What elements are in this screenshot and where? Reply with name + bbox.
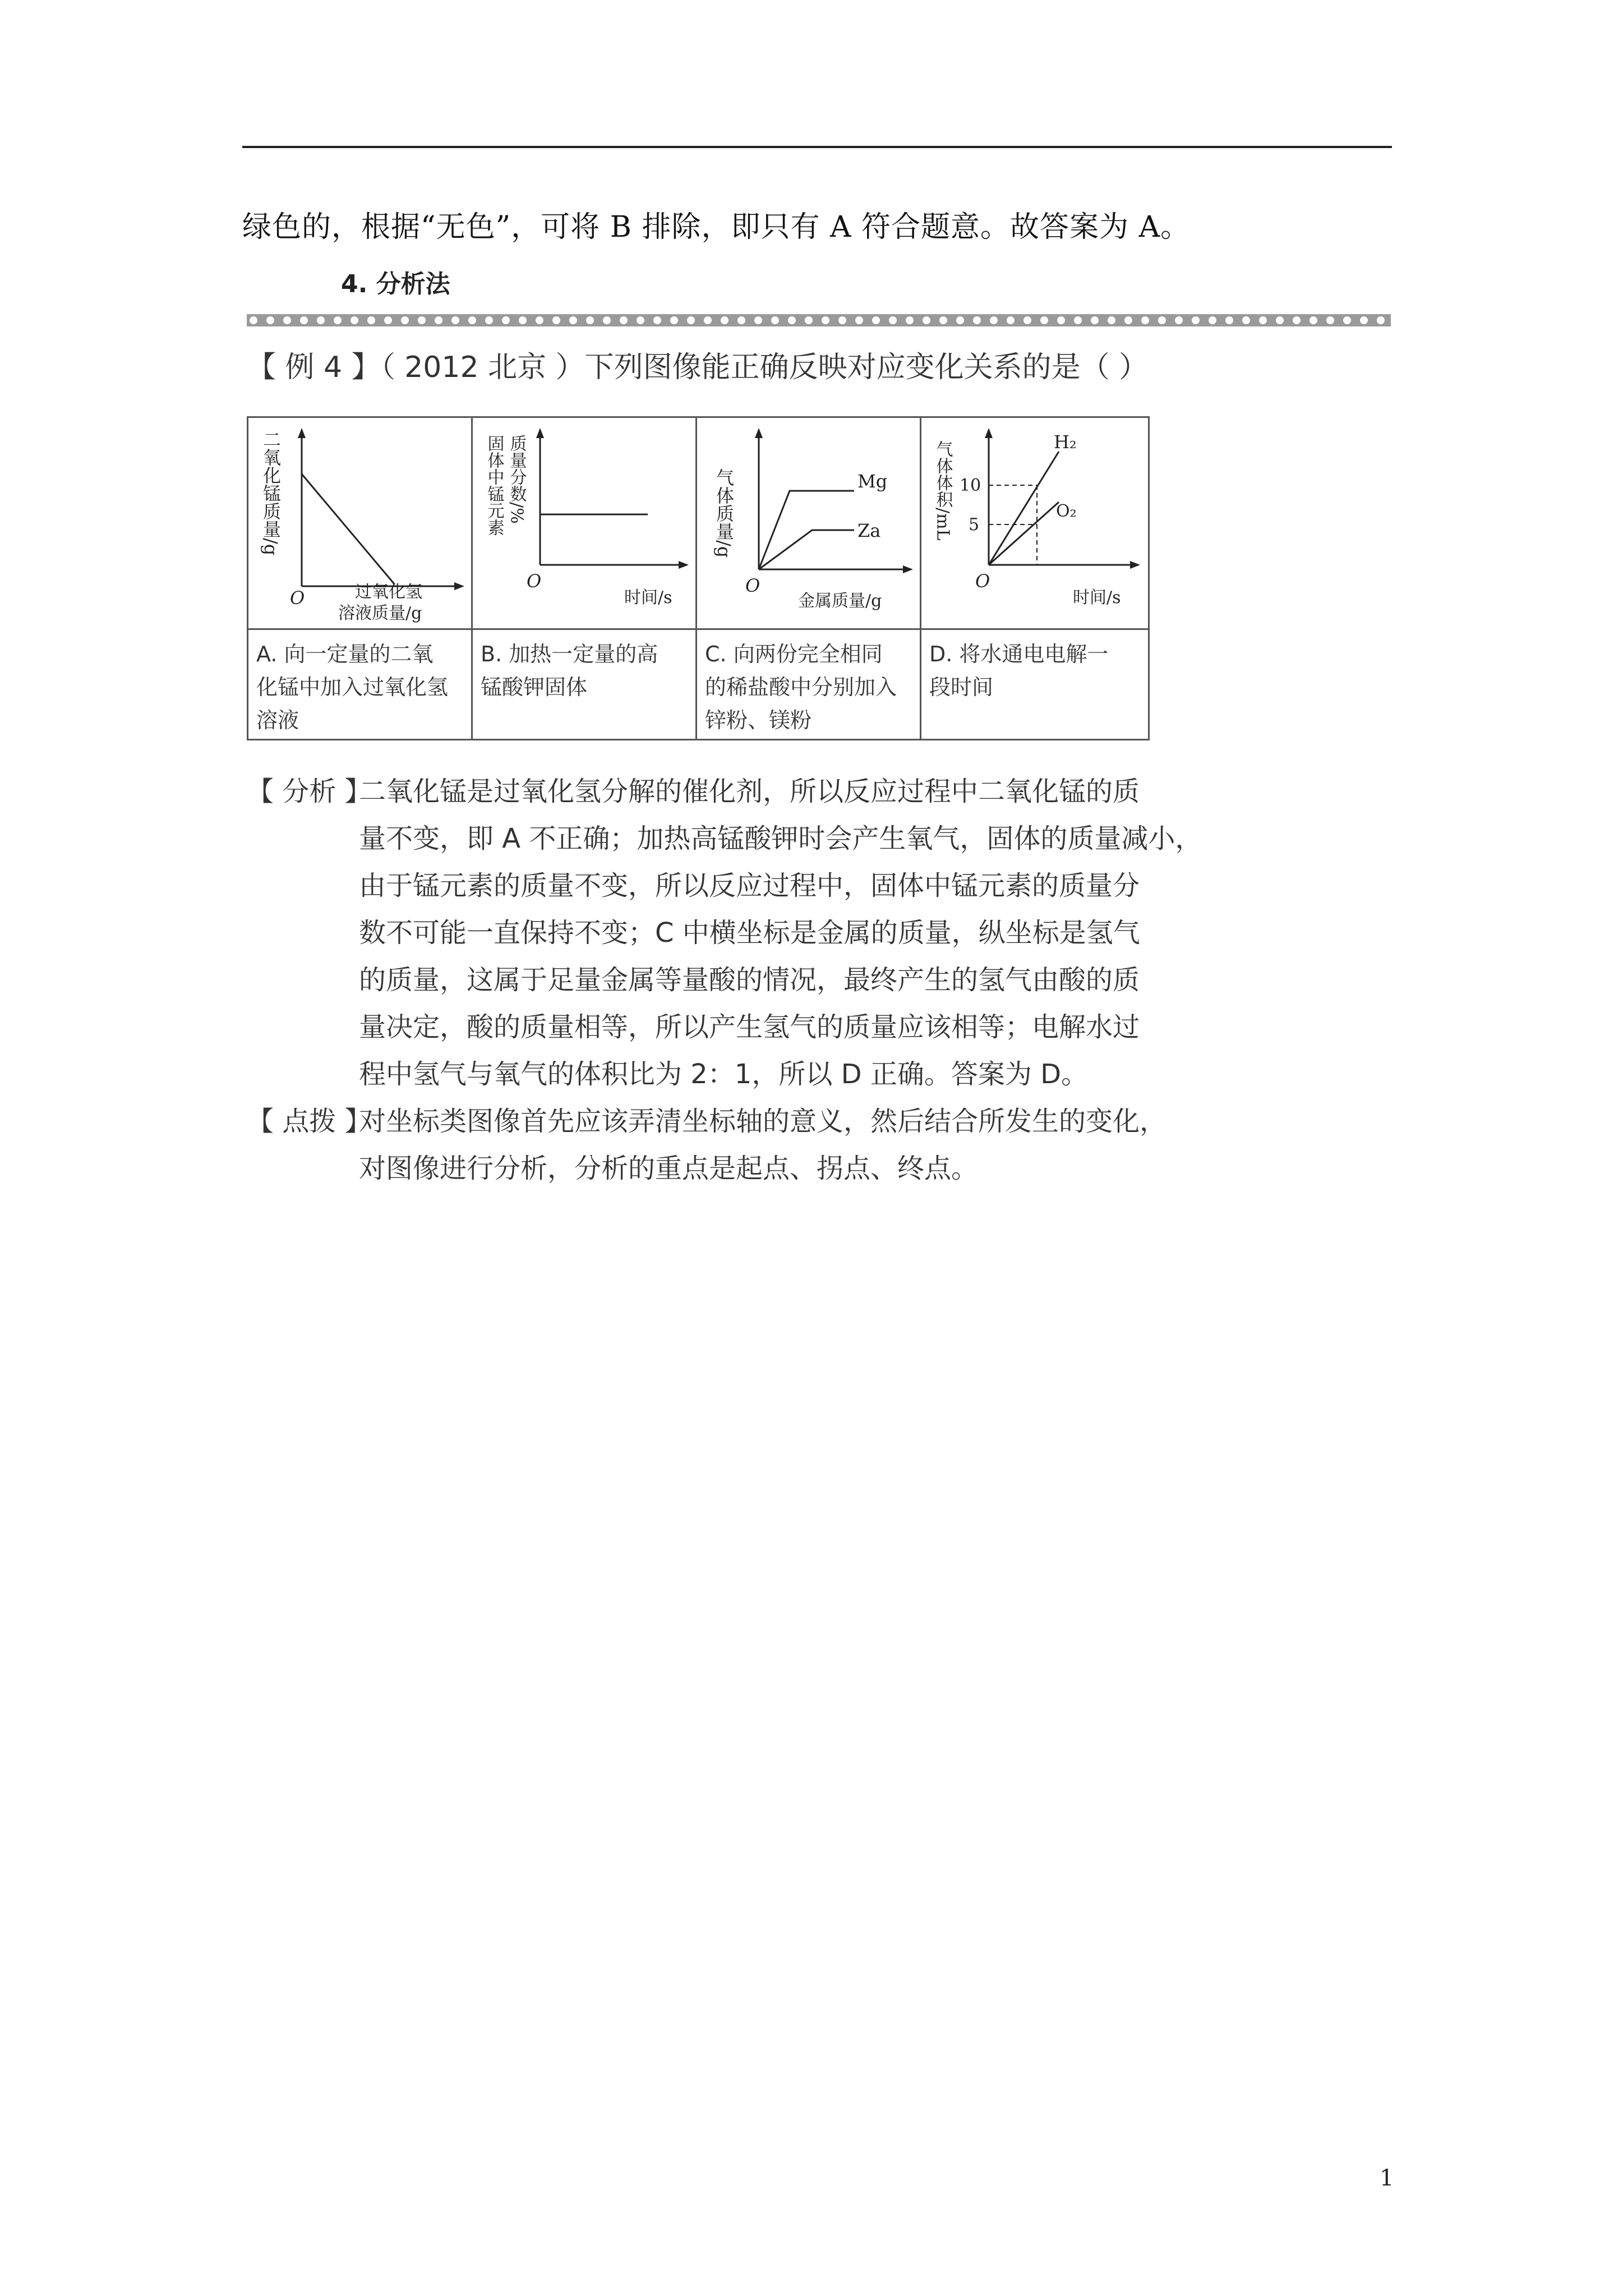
divider-dot <box>1225 316 1233 324</box>
divider-dot <box>1124 316 1132 324</box>
divider-dot <box>1007 316 1015 324</box>
divider-dot <box>704 316 712 324</box>
analysis-row <box>247 1052 1155 1099</box>
divider-dot <box>603 316 611 324</box>
example-label: 【 例 4 】 <box>247 351 381 384</box>
option-c-series-label: Mg <box>857 471 888 492</box>
divider-dot <box>519 316 527 324</box>
tip-label: 【 点拨 】 <box>247 1106 372 1137</box>
divider-dot <box>1276 316 1284 324</box>
option-d-chart <box>921 418 1150 630</box>
divider-dot <box>721 316 728 324</box>
option-a-x-arrow <box>454 582 464 590</box>
divider-dot <box>1242 316 1250 324</box>
option-d-series-label: H₂ <box>1054 431 1077 453</box>
divider-dot <box>384 316 392 324</box>
divider-dot <box>1360 316 1368 324</box>
option-c-text-line: C. 向两份完全相同 <box>705 642 883 666</box>
option-c-x-arrow <box>903 565 913 573</box>
option-d-text-line: 段时间 <box>929 675 994 700</box>
continued-answer-line: 绿色的，根据“无色”，可将 B 排除，即只有 A 符合题意。故答案为 A。 <box>242 210 1191 244</box>
divider-dot <box>250 316 257 324</box>
divider-dot <box>788 316 796 324</box>
divider-dot <box>906 316 914 324</box>
divider-dot <box>569 316 577 324</box>
option-d-tick-label: 5 <box>969 515 980 535</box>
option-a-y-arrow <box>298 428 306 438</box>
analysis-row <box>247 958 1155 1005</box>
option-a-cell <box>248 418 473 739</box>
option-a-text-line: A. 向一定量的二氧 <box>256 642 434 666</box>
option-b-chart <box>473 418 695 630</box>
option-c-text-line: 锌粉、镁粉 <box>705 708 812 733</box>
divider-dot <box>670 316 678 324</box>
divider-dot <box>367 316 375 324</box>
option-b-text-line: 锰酸钾固体 <box>481 675 588 700</box>
analysis-line: 二氧化锰是过氧化氢分解的催化剂，所以反应过程中二氧化锰的质 <box>359 776 1140 807</box>
option-d-line-h2 <box>989 452 1059 565</box>
divider-dot <box>1175 316 1183 324</box>
divider-dot <box>990 316 998 324</box>
divider-dot <box>1377 316 1385 324</box>
divider-dot <box>502 316 510 324</box>
option-a-text-line: 化锰中加入过氧化氢 <box>256 675 449 700</box>
option-c-graph <box>697 418 920 628</box>
option-c-series-label: Za <box>857 520 881 541</box>
divider-dot <box>956 316 964 324</box>
analysis-line: 量不变，即 A 不正确；加热高锰酸钾时会产生氧气，固体的质量减小， <box>359 823 1202 854</box>
divider-dot <box>451 316 459 324</box>
example-source: （ 2012 北京 ） <box>380 351 585 384</box>
divider-dot <box>1141 316 1149 324</box>
divider-dot <box>435 316 442 324</box>
tip-row <box>247 1147 1155 1194</box>
divider-dot <box>687 316 695 324</box>
analysis-line: 数不可能一直保持不变；C 中横坐标是金属的质量，纵坐标是氢气 <box>359 917 1140 949</box>
option-b-y-label-1: 固体中锰元素 <box>484 435 504 536</box>
analysis-section <box>247 770 1202 1194</box>
divider-dot <box>653 316 661 324</box>
divider-dot <box>334 316 342 324</box>
option-d-cell <box>921 418 1150 739</box>
divider-dot <box>418 316 426 324</box>
divider-dot <box>1259 316 1267 324</box>
analysis-row <box>247 911 1155 958</box>
example-question-text: 下列图像能正确反映对应变化关系的是（ ） <box>584 351 1149 384</box>
divider-dot <box>1293 316 1301 324</box>
divider-dot <box>1158 316 1166 324</box>
divider-dot <box>283 316 291 324</box>
analysis-row <box>247 864 1155 911</box>
option-b-cell <box>473 418 697 739</box>
divider-dot <box>536 316 543 324</box>
divider-dot <box>1023 316 1031 324</box>
decorative-dotted-divider <box>247 312 1391 329</box>
divider-dot <box>973 316 981 324</box>
analysis-label: 【 分析 】 <box>247 776 372 807</box>
divider-dot <box>552 316 560 324</box>
option-d-text-line: D. 将水通电电解一 <box>929 642 1109 666</box>
header-rule <box>242 146 1392 148</box>
option-b-graph <box>473 418 695 628</box>
option-c-text <box>705 638 914 737</box>
option-c-line-zn <box>759 530 854 569</box>
divider-dot <box>586 316 594 324</box>
divider-dot <box>838 316 846 324</box>
option-d-y-label: 气体体积/mL <box>933 440 953 541</box>
option-c-y-arrow <box>755 428 763 438</box>
divider-dot <box>855 316 863 324</box>
option-b-origin: O <box>527 570 542 592</box>
divider-dot <box>1192 316 1200 324</box>
option-b-y-label-2: 质量分数/% <box>506 435 527 524</box>
option-c-x-label: 金属质量/g <box>798 591 882 611</box>
tip-line: 对图像进行分析，分析的重点是起点、拐点、终点。 <box>359 1153 979 1184</box>
analysis-row <box>247 1005 1155 1052</box>
analysis-line: 程中氢气与氧气的体积比为 2：1，所以 D 正确。答案为 D。 <box>359 1059 1089 1090</box>
divider-dot <box>1343 316 1351 324</box>
section-heading: 4. 分析法 <box>341 270 450 298</box>
option-c-text-line: 的稀盐酸中分别加入 <box>705 675 897 700</box>
option-a-chart <box>248 418 471 630</box>
option-a-text <box>256 638 465 737</box>
divider-dot <box>468 316 476 324</box>
tip-line: 对坐标类图像首先应该弄清坐标轴的意义，然后结合所发生的变化， <box>359 1106 1167 1137</box>
divider-dot <box>1091 316 1099 324</box>
divider-dot <box>620 316 628 324</box>
options-table <box>247 416 1150 740</box>
analysis-row <box>247 817 1202 864</box>
divider-dot <box>1209 316 1216 324</box>
option-a-x-label-1: 过氧化氢 <box>355 582 422 602</box>
divider-dot <box>401 316 409 324</box>
divider-dot <box>485 316 493 324</box>
example-question <box>247 343 1148 385</box>
divider-dot <box>939 316 947 324</box>
option-b-text <box>481 638 690 704</box>
divider-dot <box>805 316 813 324</box>
analysis-row <box>247 770 1155 817</box>
option-b-y-arrow <box>536 428 544 438</box>
divider-dot <box>889 316 897 324</box>
divider-dot <box>1057 316 1065 324</box>
divider-dot <box>1074 316 1082 324</box>
analysis-line: 由于锰元素的质量不变，所以反应过程中，固体中锰元素的质量分 <box>359 870 1140 901</box>
option-d-origin: O <box>975 570 990 592</box>
divider-dot <box>822 316 829 324</box>
option-a-x-label-2: 溶液质量/g <box>338 604 422 623</box>
option-c-chart <box>697 418 920 630</box>
option-d-text <box>929 638 1144 704</box>
option-b-text-line: B. 加热一定量的高 <box>481 642 658 666</box>
divider-dot <box>872 316 880 324</box>
option-a-origin: O <box>290 587 305 609</box>
divider-dot <box>300 316 308 324</box>
option-a-line <box>302 474 394 584</box>
divider-dot <box>754 316 762 324</box>
option-d-graph <box>921 418 1148 628</box>
option-a-graph <box>248 418 471 628</box>
option-b-x-label: 时间/s <box>624 588 672 608</box>
tip-row <box>247 1099 1167 1147</box>
option-c-y-label: 气体质量/g <box>713 468 735 558</box>
divider-dot <box>351 316 358 324</box>
option-a-text-line: 溶液 <box>256 708 299 733</box>
option-a-y-label: 二氧化锰质量/g <box>260 430 282 556</box>
option-d-y-arrow <box>985 428 993 438</box>
divider-dot <box>771 316 779 324</box>
option-d-x-arrow <box>1130 561 1140 569</box>
option-b-x-arrow <box>679 561 689 569</box>
option-c-cell <box>697 418 921 739</box>
option-c-origin: O <box>745 575 760 596</box>
analysis-line: 的质量，这属于足量金属等量酸的情况，最终产生的氢气由酸的质 <box>359 964 1140 996</box>
divider-dot <box>266 316 274 324</box>
divider-dot <box>923 316 930 324</box>
page-number: 1 <box>1380 2165 1394 2191</box>
divider-dot <box>1310 316 1317 324</box>
option-d-x-label: 时间/s <box>1073 588 1121 608</box>
divider-dot <box>737 316 745 324</box>
divider-dot <box>1040 316 1048 324</box>
option-d-tick-label: 10 <box>960 476 981 495</box>
divider-dot <box>317 316 325 324</box>
divider-dot <box>1326 316 1334 324</box>
divider-dot <box>637 316 644 324</box>
divider-dot <box>1108 316 1115 324</box>
analysis-line: 量决定，酸的质量相等，所以产生氢气的质量应该相等；电解水过 <box>359 1011 1140 1043</box>
option-d-line-o2 <box>989 502 1059 565</box>
option-d-series-label: O₂ <box>1056 501 1077 521</box>
